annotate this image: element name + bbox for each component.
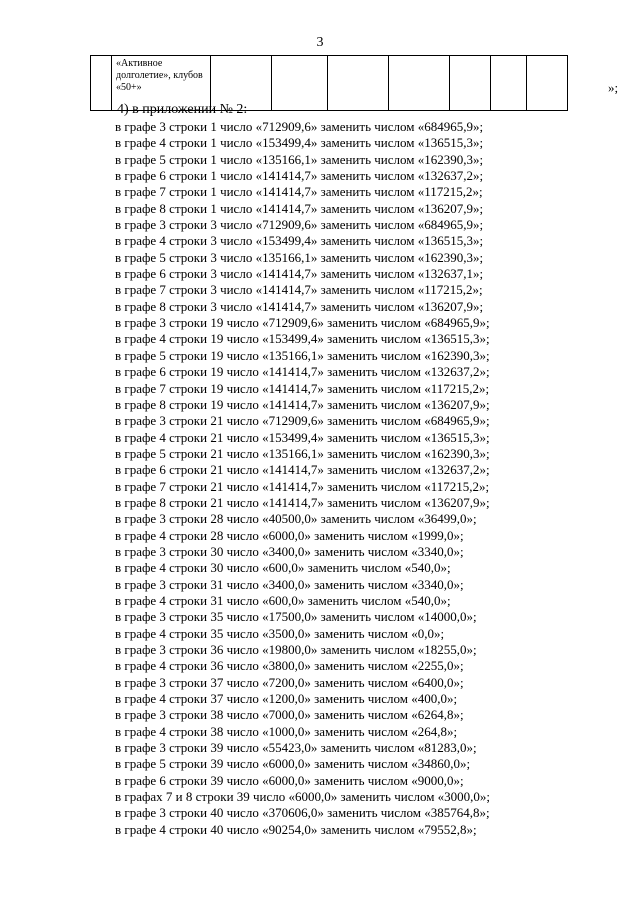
amendment-line: в графе 5 строки 19 число «135166,1» заменить числом «162390,3»; [115,347,490,363]
amendment-line: в графе 8 строки 3 число «141414,7» заменить числом «136207,9»; [115,298,484,314]
amendment-line: в графе 4 строки 28 число «6000,0» заменить числом «1999,0»; [115,527,464,543]
amendment-line: в графе 4 строки 40 число «90254,0» заменить числом «79552,8»; [115,821,477,837]
table-cell-label: «Активное долголетие», клубов «50+» [112,56,211,111]
amendment-line: в графе 8 строки 21 число «141414,7» заменить числом «136207,9»; [115,494,490,510]
amendment-line: в графе 3 строки 40 число «370606,0» заменить числом «385764,8»; [115,805,490,821]
amendment-line: в графе 4 строки 36 число «3800,0» заменить числом «2255,0»; [115,658,464,674]
amendment-line: в графе 3 строки 36 число «19800,0» заменить числом «18255,0»; [115,642,477,657]
amendment-line: в графе 8 строки 1 число «141414,7» заменить числом «136207,9»; [115,200,484,216]
amendment-line: в графе 8 строки 19 число «141414,7» заменить числом «136207,9»; [115,396,490,412]
table-cell-empty [389,56,450,111]
amendment-line: в графе 4 строки 31 число «600,0» заменить числом «540,0»; [115,592,451,608]
amendment-line: в графе 3 строки 1 число «712909,6» заменить числом «684965,9»; [115,119,484,134]
amendment-line: в графе 7 строки 19 число «141414,7» заменить числом «117215,2»; [115,380,490,396]
amendment-line: в графе 3 строки 37 число «7200,0» заменить числом «6400,0»; [115,674,464,690]
amendment-line: в графе 3 строки 19 число «712909,6» заменить числом «684965,9»; [115,315,490,331]
amendment-line: в графе 7 строки 21 число «141414,7» заменить числом «117215,2»; [115,478,490,494]
amendment-line: в графе 4 строки 30 число «600,0» заменить числом «540,0»; [115,560,451,576]
amendment-line: в графе 4 строки 3 число «153499,4» заменить числом «136515,3»; [115,233,484,249]
amendment-line: в графе 7 строки 3 число «141414,7» заменить числом «117215,2»; [115,282,483,298]
amendment-line: в графах 7 и 8 строки 39 число «6000,0» заменить числом «3000,0»; [115,789,491,805]
amendment-line: в графе 3 строки 31 число «3400,0» заменить числом «3340,0»; [115,576,464,592]
amendment-line: в графе 4 строки 21 число «153499,4» заменить числом «136515,3»; [115,429,490,445]
table-cell-empty [328,56,389,111]
table-cell-empty [91,56,112,111]
amendment-line: в графе 6 строки 39 число «6000,0» заменить числом «9000,0»; [115,772,464,788]
amendment-line: в графе 5 строки 39 число «6000,0» заменить числом «34860,0»; [115,756,471,772]
amendment-line: в графе 5 строки 21 число «135166,1» заменить числом «162390,3»; [115,445,490,461]
table-cell-empty [527,56,568,111]
table-closing-mark: »; [608,80,619,95]
amendment-line: в графе 3 строки 28 число «40500,0» заменить числом «36499,0»; [115,511,477,527]
table-cell-empty [272,56,328,111]
amendment-line: в графе 3 строки 39 число «55423,0» заменить числом «81283,0»; [115,740,477,756]
amendment-list [115,119,490,838]
amendment-line: в графе 3 строки 30 число «3400,0» заменить числом «3340,0»; [115,543,464,559]
amendment-line: в графе 4 строки 38 число «1000,0» заменить числом «264,8»; [115,723,458,739]
amendment-line: в графе 6 строки 1 число «141414,7» заменить числом «132637,2»; [115,168,484,184]
amendment-line: в графе 7 строки 1 число «141414,7» заменить числом «117215,2»; [115,184,483,200]
amendment-line: в графе 6 строки 3 число «141414,7» заменить числом «132637,1»; [115,266,484,282]
amendment-line: в графе 3 строки 38 число «7000,0» заменить числом «6264,8»; [115,707,464,723]
amendment-line: в графе 4 строки 1 число «153499,4» заменить числом «136515,3»; [115,135,484,151]
amendment-line: в графе 4 строки 19 число «153499,4» заменить числом «136515,3»; [115,331,490,347]
section-heading: 4) в приложении № 2: [117,102,248,117]
table-cell-empty [491,56,527,111]
amendment-line: в графе 4 строки 35 число «3500,0» заменить числом «0,0»; [115,625,445,641]
amendment-line: в графе 3 строки 35 число «17500,0» заменить числом «14000,0»; [115,609,477,625]
page-number: 3 [316,35,324,50]
amendment-line: в графе 5 строки 3 число «135166,1» заменить числом «162390,3»; [115,249,484,265]
amendment-line: в графе 6 строки 19 число «141414,7» заменить числом «132637,2»; [115,364,490,380]
amendment-line: в графе 3 строки 3 число «712909,6» заменить числом «684965,9»; [115,217,484,233]
amendment-line: в графе 3 строки 21 число «712909,6» заменить числом «684965,9»; [115,413,490,429]
table-cell-empty [450,56,491,111]
amendment-line: в графе 6 строки 21 число «141414,7» заменить числом «132637,2»; [115,462,490,478]
amendment-line: в графе 5 строки 1 число «135166,1» заменить числом «162390,3»; [115,151,484,167]
amendment-line: в графе 4 строки 37 число «1200,0» заменить числом «400,0»; [115,691,458,707]
